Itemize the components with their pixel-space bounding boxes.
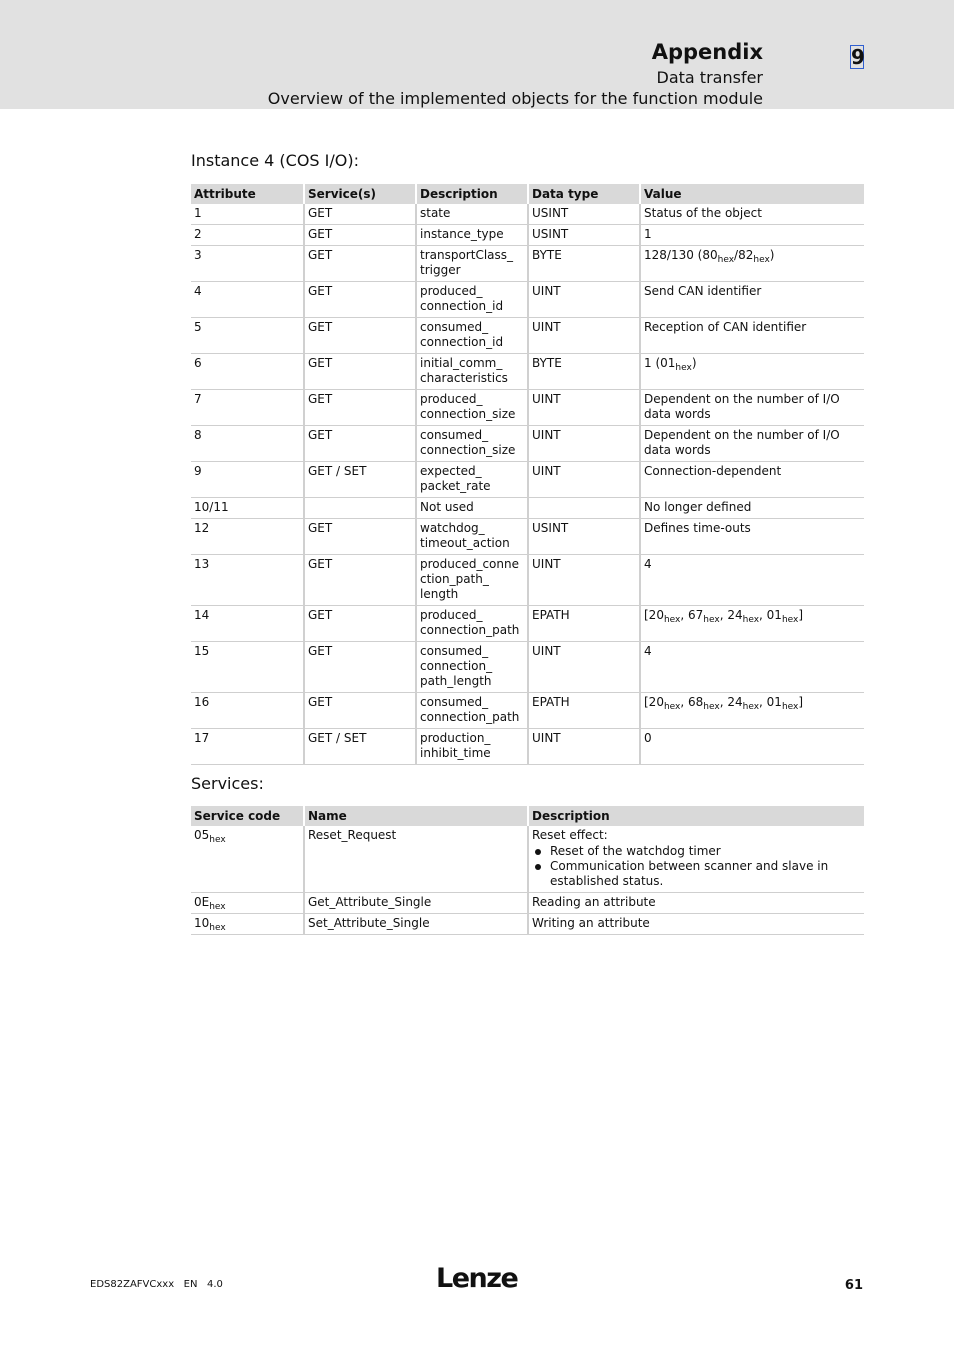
table-row (191, 390, 864, 426)
cell-attribute: 10/11 (191, 498, 303, 519)
cell-services: GET (303, 426, 415, 462)
column-header-name: Name (303, 806, 527, 826)
cell-service-description: Writing an attribute (527, 914, 864, 935)
cell-data-type: UINT (527, 642, 639, 693)
cell-data-type: EPATH (527, 693, 639, 729)
cell-description: produced_ connection_id (415, 282, 527, 318)
cell-description: produced_conne ction_path_ length (415, 555, 527, 606)
table-row (191, 498, 864, 519)
table-row (191, 914, 864, 935)
table-row (191, 555, 864, 606)
cell-data-type: UINT (527, 729, 639, 765)
column-header-attribute: Attribute (191, 184, 303, 204)
page-number: 61 (844, 1278, 863, 1293)
attributes-table-header (191, 184, 864, 204)
document-id: EDS82ZAFVCxxx EN 4.0 (90, 1279, 223, 1290)
cell-value: [$20_{hex}$, $68_{hex}$, $24_{hex}$, $01_{hex}$] (639, 693, 864, 729)
cell-value: 4 (639, 642, 864, 693)
table-row (191, 354, 864, 390)
cell-services: GET (303, 318, 415, 354)
table-row (191, 826, 864, 893)
table-row (191, 246, 864, 282)
cell-value: 0 (639, 729, 864, 765)
cell-attribute: 1 (191, 204, 303, 225)
cell-attribute: 12 (191, 519, 303, 555)
cell-data-type: UINT (527, 462, 639, 498)
cell-data-type (527, 498, 639, 519)
cell-services: GET (303, 354, 415, 390)
table-row (191, 729, 864, 765)
cell-attribute: 9 (191, 462, 303, 498)
cell-description: produced_ connection_size (415, 390, 527, 426)
bullet-list (532, 844, 861, 889)
services-table (191, 806, 864, 935)
cell-description: consumed_ connection_id (415, 318, 527, 354)
cell-description: Not used (415, 498, 527, 519)
cell-data-type: UINT (527, 282, 639, 318)
column-header-services: Service(s) (303, 184, 415, 204)
cell-attribute: 2 (191, 225, 303, 246)
cell-data-type: EPATH (527, 606, 639, 642)
cell-attribute: 14 (191, 606, 303, 642)
cell-attribute: 16 (191, 693, 303, 729)
cell-value: 128/130 $(80_{hex}/82_{hex})$ (639, 246, 864, 282)
cell-name: Reset_Request (303, 826, 527, 893)
cell-value: [$20_{hex}$, $67_{hex}$, $24_{hex}$, $01_{hex}$] (639, 606, 864, 642)
cell-description: instance_type (415, 225, 527, 246)
cell-service-code: $10_{hex}$ (191, 914, 303, 935)
cell-value: No longer defined (639, 498, 864, 519)
cell-data-type: UINT (527, 318, 639, 354)
cell-service-code: $05_{hex}$ (191, 826, 303, 893)
services-table-header (191, 806, 864, 826)
cell-attribute: 17 (191, 729, 303, 765)
column-header-service-description: Description (527, 806, 864, 826)
table-row (191, 693, 864, 729)
cell-value: Status of the object (639, 204, 864, 225)
cell-service-description: Reset effect: Reset of the watchdog timer Communication between scanner and slave in established status. (527, 826, 864, 893)
cell-data-type: USINT (527, 225, 639, 246)
cell-attribute: 13 (191, 555, 303, 606)
table-row (191, 204, 864, 225)
cell-description: transportClass_ trigger (415, 246, 527, 282)
column-header-description: Description (415, 184, 527, 204)
page-subtitle: Data transfer (656, 68, 763, 87)
table-row (191, 642, 864, 693)
cell-attribute: 3 (191, 246, 303, 282)
cell-services: GET (303, 555, 415, 606)
cell-data-type: USINT (527, 204, 639, 225)
table-row (191, 519, 864, 555)
lenze-logo: Lenze (436, 1263, 518, 1294)
cell-attribute: 8 (191, 426, 303, 462)
cell-description: consumed_ connection_path (415, 693, 527, 729)
column-header-value: Value (639, 184, 864, 204)
cell-services: GET / SET (303, 462, 415, 498)
cell-name: Get_Attribute_Single (303, 893, 527, 914)
cell-description: state (415, 204, 527, 225)
cell-value: Send CAN identifier (639, 282, 864, 318)
cell-description: produced_ connection_path (415, 606, 527, 642)
cell-description: initial_comm_ characteristics (415, 354, 527, 390)
cell-value: Reception of CAN identifier (639, 318, 864, 354)
cell-value: Dependent on the number of I/O data words (639, 390, 864, 426)
cell-services: GET (303, 390, 415, 426)
cell-services: GET (303, 519, 415, 555)
cell-description: expected_ packet_rate (415, 462, 527, 498)
cell-attribute: 5 (191, 318, 303, 354)
cell-attribute: 6 (191, 354, 303, 390)
list-item: Communication between scanner and slave in established status. (532, 859, 861, 889)
chapter-number-link[interactable]: 9 (851, 45, 865, 69)
cell-description: watchdog_ timeout_action (415, 519, 527, 555)
cell-services: GET (303, 204, 415, 225)
column-header-service-code: Service code (191, 806, 303, 826)
cell-value: 1 (639, 225, 864, 246)
cell-attribute: 15 (191, 642, 303, 693)
cell-data-type: BYTE (527, 354, 639, 390)
cell-attribute: 4 (191, 282, 303, 318)
cell-services: GET / SET (303, 729, 415, 765)
column-header-data-type: Data type (527, 184, 639, 204)
table-row (191, 225, 864, 246)
cell-service-description: Reading an attribute (527, 893, 864, 914)
cell-services: GET (303, 282, 415, 318)
cell-data-type: UINT (527, 390, 639, 426)
cell-value: Dependent on the number of I/O data words (639, 426, 864, 462)
cell-services: GET (303, 606, 415, 642)
cell-name: Set_Attribute_Single (303, 914, 527, 935)
cell-value: 4 (639, 555, 864, 606)
cell-description: consumed_ connection_size (415, 426, 527, 462)
cell-service-code: $0E_{hex}$ (191, 893, 303, 914)
page-section-title: Overview of the implemented objects for the function module (267, 89, 763, 108)
cell-value: Defines time-outs (639, 519, 864, 555)
cell-services (303, 498, 415, 519)
cell-data-type: BYTE (527, 246, 639, 282)
cell-description: consumed_ connection_ path_length (415, 642, 527, 693)
table-row (191, 426, 864, 462)
page-title: Appendix (651, 40, 763, 64)
cell-attribute: 7 (191, 390, 303, 426)
table-row (191, 282, 864, 318)
cell-services: GET (303, 642, 415, 693)
cell-value: 1 $(01_{hex})$ (639, 354, 864, 390)
cell-data-type: UINT (527, 426, 639, 462)
instance-heading: Instance 4 (COS I/O): (191, 151, 359, 170)
table-row (191, 606, 864, 642)
table-row (191, 893, 864, 914)
cell-description: production_ inhibit_time (415, 729, 527, 765)
cell-services: GET (303, 225, 415, 246)
services-heading: Services: (191, 774, 264, 793)
cell-data-type: USINT (527, 519, 639, 555)
table-row (191, 462, 864, 498)
attributes-table (191, 184, 864, 765)
cell-data-type: UINT (527, 555, 639, 606)
table-row (191, 318, 864, 354)
cell-services: GET (303, 693, 415, 729)
list-item: Reset of the watchdog timer (532, 844, 861, 859)
cell-services: GET (303, 246, 415, 282)
cell-value: Connection-dependent (639, 462, 864, 498)
